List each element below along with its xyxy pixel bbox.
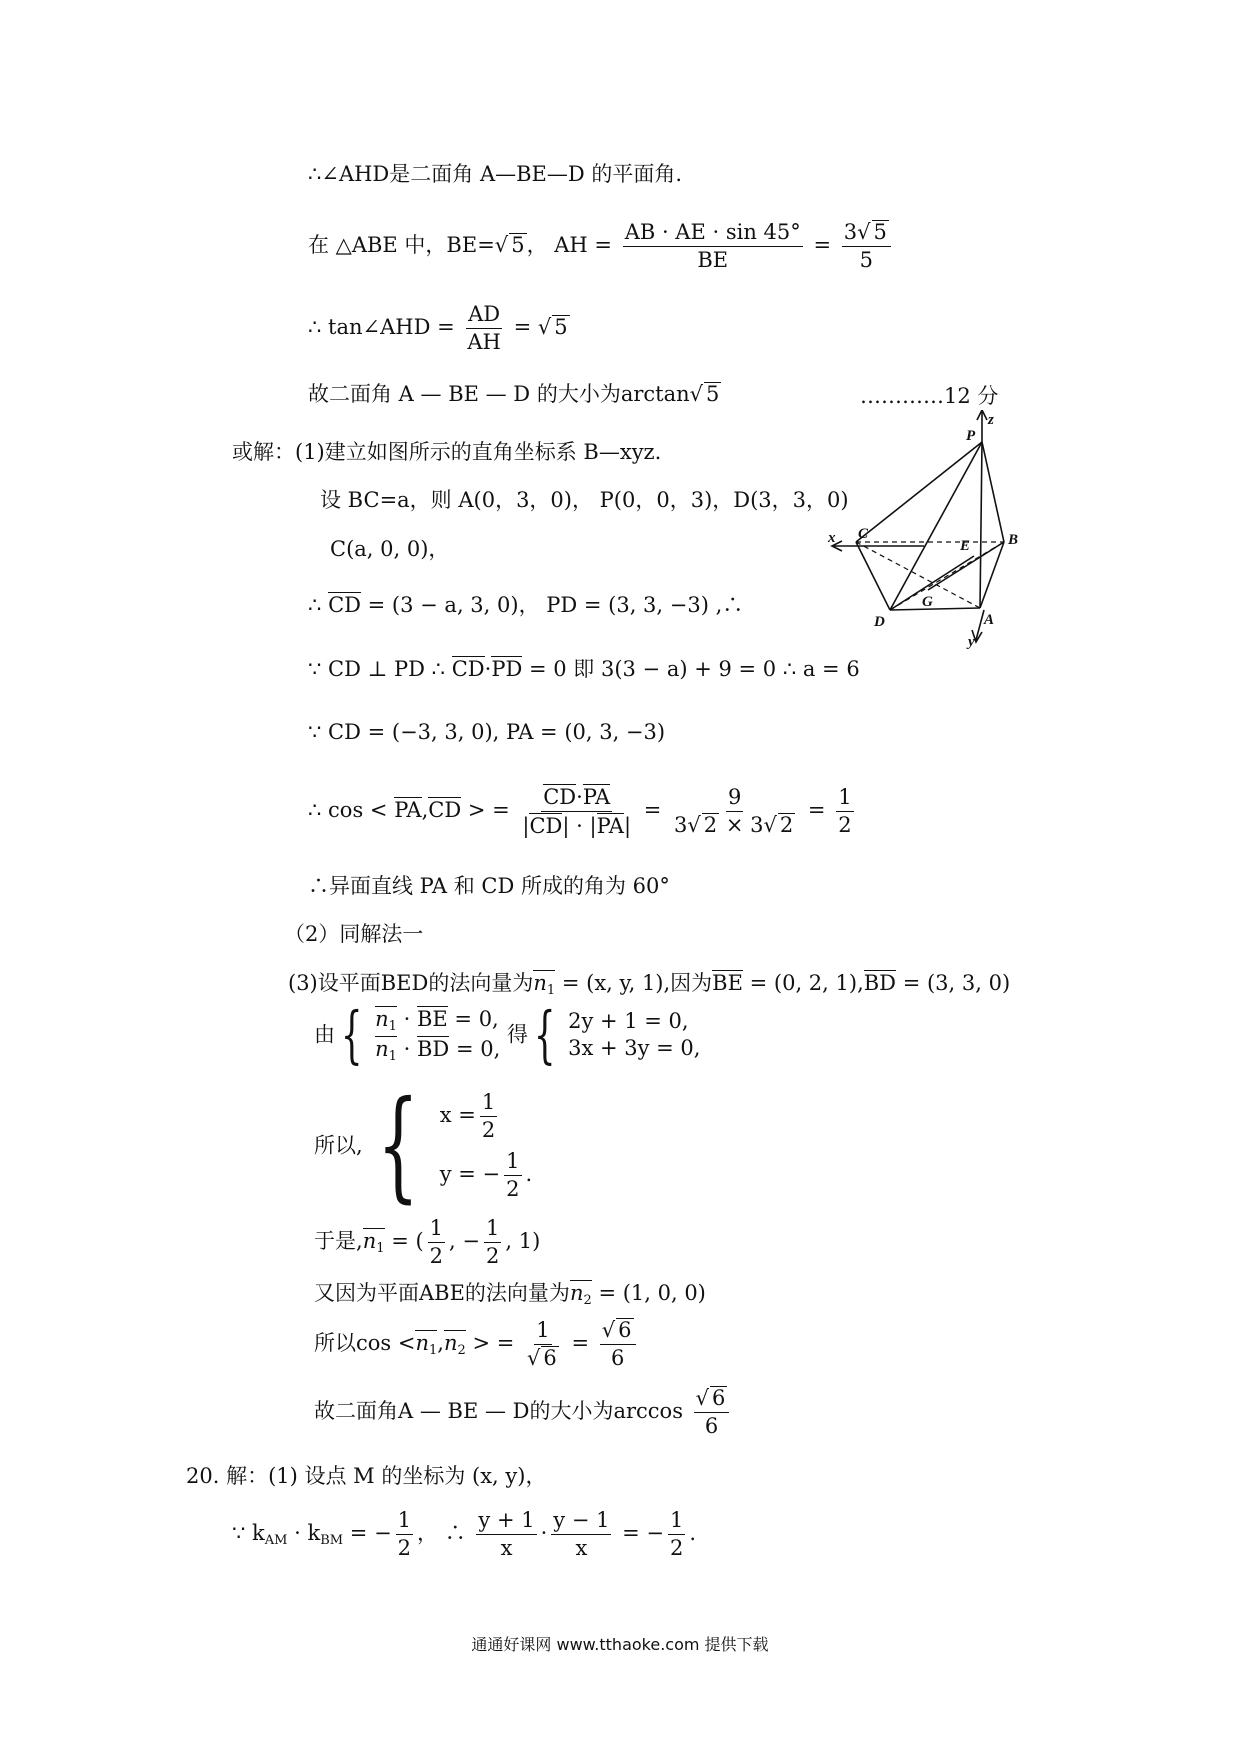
vector	[363, 1228, 385, 1256]
text: = 0,	[447, 1007, 499, 1032]
pyramid-figure	[826, 410, 1056, 650]
text: , 1)	[505, 1229, 541, 1254]
vector: PD	[491, 657, 523, 681]
text: .	[525, 1162, 533, 1187]
text: n	[375, 1007, 389, 1032]
text: 故二面角 A — BE — D 的大小为arctan	[308, 382, 690, 406]
equation-row: 2y + 1 = 0,	[568, 1008, 689, 1033]
text: 所以cos <	[314, 1331, 416, 1356]
text: n	[533, 971, 547, 995]
text: ,	[437, 1331, 444, 1356]
vector	[533, 970, 555, 998]
left-brace: {	[533, 998, 556, 1071]
text: =	[571, 1331, 590, 1356]
edge-ab	[980, 542, 1004, 608]
fraction	[623, 220, 803, 273]
fraction	[484, 1216, 501, 1269]
vector: PA	[596, 814, 624, 839]
fraction	[668, 1508, 685, 1561]
line-solution-xy	[314, 1076, 533, 1215]
subscript: 1	[388, 1049, 397, 1064]
vector: CD	[451, 657, 485, 681]
text: ， AH =	[526, 233, 612, 258]
subscript: 1	[428, 1343, 438, 1359]
denominator: 2	[485, 1244, 500, 1269]
text: x =	[439, 1102, 476, 1127]
label-b: B	[1008, 532, 1019, 548]
text: .	[689, 1521, 697, 1546]
denominator: 2	[838, 813, 852, 838]
line-part-2	[284, 922, 423, 947]
text: ·	[396, 1037, 417, 1061]
text: 或解：(1)建立如图所示的直角坐标系 B—xyz.	[232, 440, 662, 464]
line-vectors-cd-pa	[308, 720, 665, 745]
denominator: 5	[859, 248, 873, 273]
subscript: 1	[388, 1019, 397, 1035]
text: ∴ tan∠AHD =	[308, 315, 455, 340]
vector	[444, 1330, 466, 1358]
numerator: 1	[428, 1216, 445, 1243]
text: > =	[472, 1331, 515, 1356]
text: 由	[314, 1022, 335, 1047]
text: n	[443, 1331, 458, 1356]
numerator: y + 1	[476, 1508, 536, 1535]
footer-credit: 通通好课网 www.tthaoke.com 提供下载	[471, 1635, 769, 1654]
numerator: √ 6	[600, 1318, 636, 1345]
text: 得	[506, 1022, 528, 1047]
fraction	[480, 1090, 497, 1143]
text: , −	[449, 1229, 480, 1254]
line-equation-system	[314, 998, 701, 1071]
fraction	[836, 785, 853, 838]
label-z: z	[988, 412, 994, 428]
subscript: 2	[457, 1343, 466, 1359]
score-label	[860, 384, 998, 409]
text: 于是,	[314, 1229, 363, 1254]
denominator: 6	[704, 1414, 719, 1439]
text: = (3 − a, 3, 0)， PD = (3, 3, −3) ,∴	[367, 593, 744, 617]
numerator: AB · AE · sin 45°	[623, 220, 803, 247]
edge-cd	[856, 542, 890, 610]
text: · k	[294, 1521, 321, 1546]
text: =	[643, 798, 662, 823]
text: ∴异面直线 PA 和 CD 所成的角为 60°	[308, 874, 670, 898]
numerator: 1	[836, 785, 853, 812]
fraction	[396, 1508, 413, 1561]
vector: CD	[529, 814, 563, 839]
text: ∴∠AHD是二面角 A—BE—D 的平面角.	[308, 162, 683, 186]
numerator: 1	[534, 1318, 551, 1345]
text: = −	[349, 1521, 392, 1546]
text: ∵ CD ⊥ PD ∴	[308, 657, 446, 681]
label-d: D	[874, 614, 885, 630]
equation-stack	[375, 1006, 500, 1063]
fraction	[504, 1149, 521, 1202]
text: = (1, 0, 0)	[598, 1281, 706, 1305]
text: 3	[843, 220, 858, 244]
vector: PA	[582, 785, 611, 809]
edge-pb	[982, 442, 1004, 542]
vector: CD	[328, 593, 361, 617]
sqrt-value: 5	[554, 315, 568, 340]
fraction	[694, 1386, 730, 1439]
edge-da	[890, 608, 980, 610]
vector: BE	[712, 971, 743, 995]
line-skew-lines	[308, 874, 670, 899]
text: n	[375, 1037, 389, 1061]
label-c: C	[858, 526, 869, 542]
vector: BD	[863, 971, 897, 995]
denominator: AH	[467, 330, 501, 355]
fraction	[476, 1508, 536, 1561]
text: （2）同解法一	[284, 922, 424, 946]
subscript: 1	[546, 983, 556, 998]
equation-row	[375, 1036, 500, 1064]
line-perpendicular	[308, 656, 860, 682]
line-n1-value	[314, 1216, 540, 1269]
sqrt-value: 5	[706, 382, 720, 406]
text: ·	[484, 657, 492, 681]
denominator: 2	[397, 1536, 412, 1561]
subscript: 2	[583, 1293, 592, 1308]
sqrt-value: 2	[703, 813, 718, 838]
fraction	[600, 1318, 636, 1371]
denominator: 2	[429, 1244, 444, 1269]
line-slopes-product	[232, 1508, 696, 1561]
text: = (3, 3, 0)	[902, 971, 1011, 995]
text: =	[813, 233, 832, 258]
line-vector-cd	[308, 592, 743, 618]
text: = 0,	[449, 1037, 501, 1061]
line-alt-solution	[232, 440, 661, 465]
line-ah-computation: 在 △ABE 中，BE=√ 5， AH = $\frac{AB \cdot AE \cdot \sin 45^\circ}{BE}$ = $\frac{3√ 5}{5}$	[308, 220, 895, 273]
line-problem-20	[186, 1464, 546, 1489]
label-p: P	[966, 428, 976, 444]
sqrt-value: 5	[511, 233, 525, 258]
subscript: BM	[320, 1533, 344, 1549]
fraction	[428, 1216, 445, 1269]
text: ·	[396, 1007, 417, 1032]
text: n	[569, 1281, 584, 1305]
line-dihedral-arccos	[314, 1386, 733, 1439]
line-point-c	[330, 537, 449, 562]
vector	[375, 1036, 397, 1064]
text: 设 BC=a，则 A(0，3，0)， P(0，0，3)，D(3，3，0)	[320, 488, 849, 512]
denominator: x	[575, 1536, 588, 1561]
denominator: 2	[670, 1536, 684, 1561]
numerator: y − 1	[551, 1508, 611, 1535]
text: n	[415, 1331, 429, 1356]
text: ， ∴	[417, 1521, 466, 1546]
text: ·	[540, 1521, 548, 1546]
fraction	[525, 1318, 561, 1371]
line-cos-angle	[308, 784, 858, 839]
fraction	[551, 1508, 611, 1561]
solution-stack	[440, 1090, 532, 1203]
label-e: E	[960, 538, 971, 554]
line-plane-angle	[308, 162, 682, 187]
numerator: √ 6	[694, 1386, 730, 1413]
denominator: 2	[481, 1117, 496, 1142]
text: = −	[622, 1521, 665, 1546]
text: = (	[391, 1229, 424, 1254]
label-x: x	[828, 530, 836, 546]
fraction	[672, 785, 797, 838]
fraction	[842, 220, 891, 273]
line-tan-ahd: ∴ tan∠AHD = $\frac{AD}{AH}$ = √ 5	[308, 302, 568, 355]
text: | · |	[562, 814, 597, 839]
text: =	[807, 798, 826, 823]
sqrt-value: 5	[873, 220, 887, 244]
denominator	[520, 812, 633, 839]
text: 所以,	[314, 1133, 363, 1158]
text: =	[513, 315, 532, 340]
line-n2-value	[314, 1280, 706, 1308]
edge-pc	[856, 442, 982, 542]
vector: PA	[394, 798, 422, 823]
vector	[570, 1280, 592, 1308]
left-brace: {	[340, 998, 363, 1071]
denominator: 6	[610, 1346, 625, 1371]
text: > =	[467, 798, 510, 823]
text: …………12 分	[860, 384, 999, 408]
vector: BD	[416, 1037, 450, 1061]
text: 3	[674, 813, 688, 838]
numerator: 9	[726, 785, 743, 812]
numerator: 1	[396, 1508, 413, 1535]
denominator: √ 6	[527, 1346, 557, 1371]
text: C(a, 0, 0)，	[330, 537, 450, 561]
sqrt-value: 2	[779, 813, 794, 838]
line-cos-n1-n2	[314, 1318, 640, 1371]
text: ∵ CD = (−3, 3, 0), PA = (0, 3, −3)	[308, 720, 666, 744]
numerator: 1	[668, 1508, 685, 1535]
numerator: 3√ 5	[842, 220, 891, 247]
text: 在 △ABE 中，BE=	[308, 233, 495, 258]
text: ,	[421, 798, 429, 823]
edge-pa	[980, 442, 982, 608]
equation-row	[375, 1006, 500, 1034]
subscript: 1	[376, 1241, 385, 1257]
denominator: BE	[697, 248, 729, 273]
fraction	[465, 302, 502, 355]
vector: CD	[428, 798, 462, 823]
numerator	[541, 784, 612, 812]
numerator: 1	[504, 1149, 521, 1176]
label-a: A	[984, 612, 995, 628]
text: (3)设平面BED的法向量为	[288, 971, 534, 995]
text: 故二面角A — BE — D的大小为arccos	[314, 1399, 683, 1424]
line-coordinates	[320, 488, 849, 513]
text: n	[362, 1229, 377, 1254]
numerator: 1	[484, 1216, 501, 1243]
text: = (x, y, 1),因为	[561, 971, 713, 995]
equation-stack	[568, 1009, 700, 1061]
sqrt-value: 6	[543, 1346, 557, 1371]
text: ·	[576, 785, 583, 809]
text: ∴ cos <	[308, 798, 388, 823]
subscript: AM	[264, 1533, 288, 1549]
label-y: y	[968, 634, 975, 650]
denominator: x	[500, 1536, 513, 1561]
vector	[415, 1330, 437, 1358]
vector: BE	[416, 1007, 448, 1032]
denominator: 3√ 2 × 3√ 2	[674, 813, 794, 838]
equation-row: 3x + 3y = 0,	[568, 1036, 701, 1060]
text: = (0, 2, 1),	[749, 971, 864, 995]
left-brace: {	[376, 1076, 419, 1215]
text: 又因为平面ABE的法向量为	[314, 1281, 570, 1305]
text: |	[522, 814, 530, 839]
label-g: G	[922, 594, 933, 610]
line-normal-vector-bed	[288, 970, 1010, 998]
numerator: AD	[466, 302, 502, 329]
line-dihedral-arctan: 故二面角 A — BE — D 的大小为arctan√ 5	[308, 382, 720, 406]
text: ∵ k	[232, 1521, 265, 1546]
text: × 3	[719, 813, 764, 838]
text: ∴	[308, 593, 322, 617]
text: 20. 解：(1) 设点 M 的坐标为 (x, y)，	[186, 1464, 547, 1488]
text: |	[623, 814, 632, 839]
edge-db-hidden	[890, 542, 1004, 610]
vector	[375, 1006, 397, 1034]
solution-row	[440, 1149, 532, 1202]
fraction	[520, 784, 633, 839]
numerator: 1	[480, 1090, 497, 1117]
sqrt-value: 6	[618, 1318, 632, 1342]
text: y = −	[439, 1162, 501, 1187]
sqrt-value: 6	[712, 1386, 726, 1410]
denominator: 2	[506, 1177, 520, 1202]
text: = 0 即 3(3 − a) + 9 = 0 ∴ a = 6	[528, 657, 860, 681]
vector: CD	[543, 785, 577, 809]
solution-row	[440, 1090, 532, 1143]
